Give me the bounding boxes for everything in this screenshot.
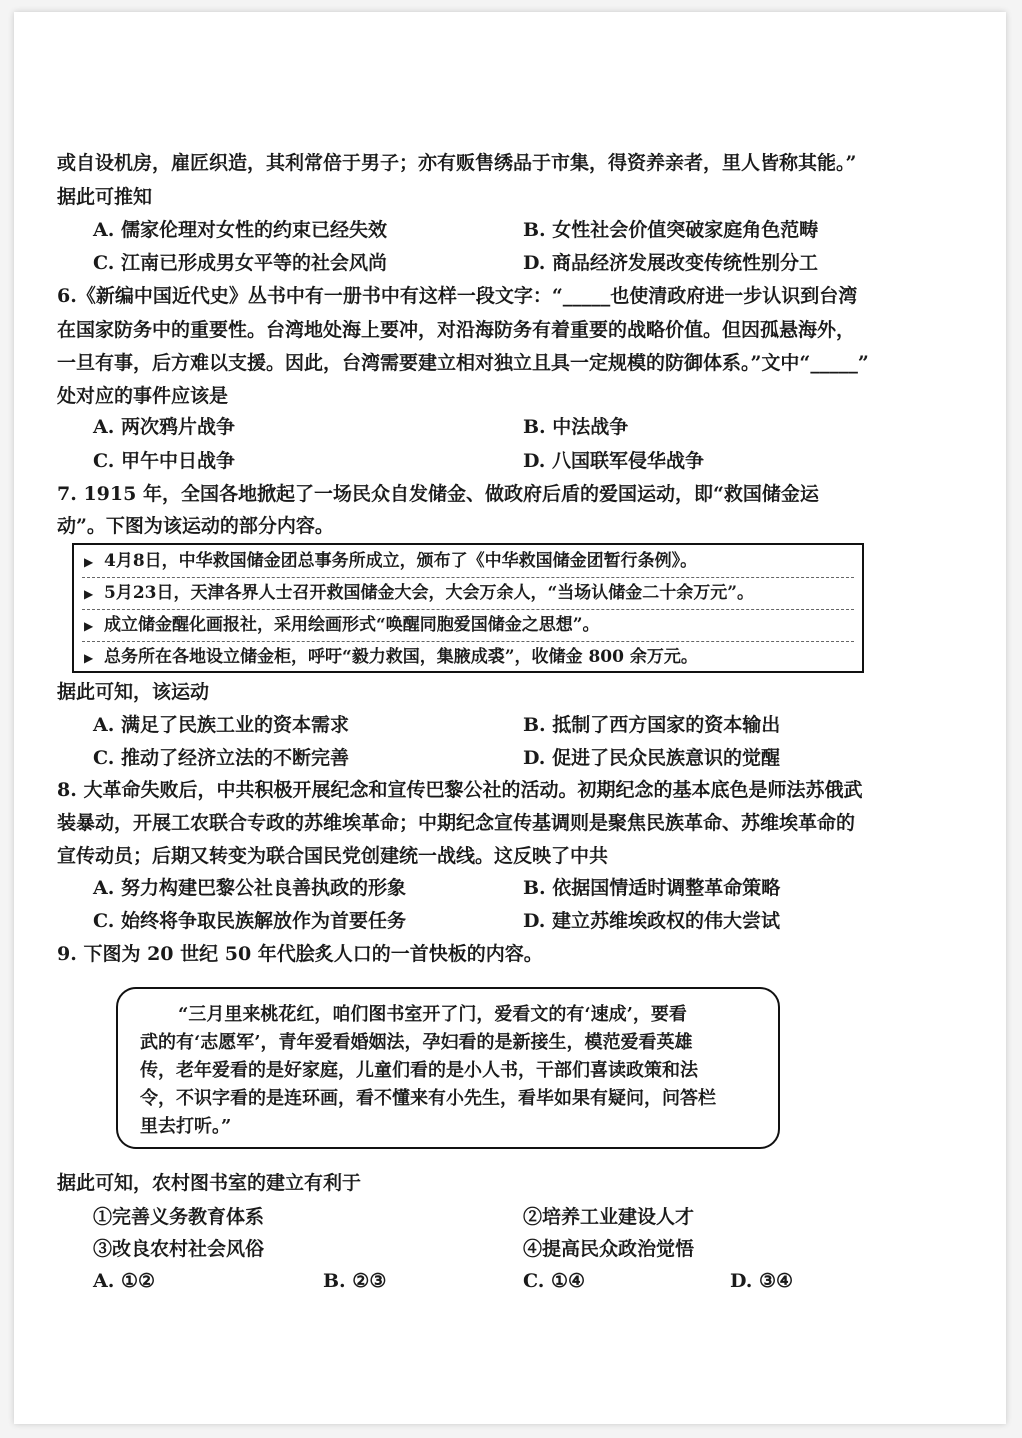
q8-option-a[interactable]: A. 努力构建巴黎公社良善执政的形象: [93, 877, 406, 899]
q8-stem: 宣传动员；后期又转变为联合国民党创建统一战线。这反映了中共: [57, 845, 609, 867]
q9-box-line: 传，老年爱看的是好家庭，儿童们看的是小人书，干部们喜读政策和法: [140, 1060, 698, 1081]
q7-text-line: 7. 1915 年，全国各地掀起了一场民众自发储金、做政府后盾的爱国运动，即“救国储金运: [57, 483, 819, 505]
q5-option-b[interactable]: B. 女性社会价值突破家庭角色范畴: [523, 219, 819, 241]
triangle-bullet-icon: ▶: [84, 650, 94, 665]
q5-option-c[interactable]: C. 江南已形成男女平等的社会风尚: [93, 252, 388, 274]
q9-item-3: ③改良农村社会风俗: [93, 1238, 265, 1260]
q9-option-c[interactable]: C. ①④: [523, 1270, 586, 1292]
q6-text-line: 一旦有事，后方难以支援。因此，台湾需要建立相对独立且具一定规模的防御体系。”文中“_____”: [57, 352, 869, 374]
q7-box-row: ▶ 成立储金醒化画报社，采用绘画形式“唤醒同胞爱国储金之思想”。: [84, 609, 854, 641]
q6-option-d[interactable]: D. 八国联军侵华战争: [523, 450, 705, 472]
q6-stem: 处对应的事件应该是: [57, 385, 229, 407]
q9-box-line: 令，不识字看的是连环画，看不懂来有小先生，看毕如果有疑问，问答栏: [140, 1088, 716, 1109]
q5-text-line: 或自设机房，雇匠织造，其利常倍于男子；亦有贩售绣品于市集，得资养亲者，里人皆称其能。”: [57, 152, 857, 174]
q6-option-c[interactable]: C. 甲午中日战争: [93, 450, 236, 472]
q5-option-d[interactable]: D. 商品经济发展改变传统性别分工: [523, 252, 819, 274]
q6-text-line: 在国家防务中的重要性。台湾地处海上要冲，对沿海防务有着重要的战略价值。但因孤悬海外，: [57, 319, 856, 341]
q9-item-2: ②培养工业建设人才: [523, 1206, 695, 1228]
q7-material-box: [72, 543, 864, 673]
q9-option-a[interactable]: A. ①②: [93, 1270, 156, 1292]
q7-box-row: ▶ 4月8日，中华救国储金团总事务所成立，颁布了《中华救国储金团暂行条例》。: [84, 545, 854, 577]
q8-text-line: 8. 大革命失败后，中共积极开展纪念和宣传巴黎公社的活动。初期纪念的基本底色是师法苏俄武: [57, 779, 863, 801]
q9-box-line: 里去打听。”: [140, 1116, 232, 1137]
q7-option-b[interactable]: B. 抵制了西方国家的资本输出: [523, 714, 781, 736]
q7-box-row: ▶ 总务所在各地设立储金柜，呼吁“毅力救国，集腋成裘”，收储金 800 余万元。: [84, 641, 854, 673]
q9-item-4: ④提高民众政治觉悟: [523, 1238, 695, 1260]
q9-item-1: ①完善义务教育体系: [93, 1206, 265, 1228]
q9-option-d[interactable]: D. ③④: [730, 1270, 794, 1292]
q5-stem: 据此可推知: [57, 186, 153, 208]
q7-box-row: ▶ 5月23日，天津各界人士召开救国储金大会，大会万余人，“当场认储金二十余万元”。: [84, 577, 854, 609]
q9-box-line: 武的有‘志愿军’，青年爱看婚姻法，孕妇看的是新接生，模范爱看英雄: [140, 1032, 693, 1053]
q7-option-a[interactable]: A. 满足了民族工业的资本需求: [93, 714, 349, 736]
q8-option-b[interactable]: B. 依据国情适时调整革命策略: [523, 877, 781, 899]
q9-text-line: 9. 下图为 20 世纪 50 年代脍炙人口的一首快板的内容。: [57, 943, 543, 965]
q6-option-b[interactable]: B. 中法战争: [523, 416, 629, 438]
q9-option-b[interactable]: B. ②③: [323, 1270, 387, 1292]
q6-option-a[interactable]: A. 两次鸦片战争: [93, 416, 235, 438]
q7-option-c[interactable]: C. 推动了经济立法的不断完善: [93, 747, 350, 769]
q8-text-line: 装暴动，开展工农联合专政的苏维埃革命；中期纪念宣传基调则是聚焦民族革命、苏维埃革命的: [57, 812, 856, 834]
triangle-bullet-icon: ▶: [84, 618, 94, 633]
q6-text-line: 6.《新编中国近代史》丛书中有一册书中有这样一段文字：“_____也使清政府进一步认识到台湾: [57, 285, 858, 307]
q9-box-line: “三月里来桃花红，咱们图书室开了门，爱看文的有‘速成’，要看: [178, 1004, 687, 1025]
q8-option-d[interactable]: D. 建立苏维埃政权的伟大尝试: [523, 910, 781, 932]
q8-option-c[interactable]: C. 始终将争取民族解放作为首要任务: [93, 910, 407, 932]
triangle-bullet-icon: ▶: [84, 554, 94, 569]
q7-text-line: 动”。下图为该运动的部分内容。: [57, 515, 334, 537]
q7-option-d[interactable]: D. 促进了民众民族意识的觉醒: [523, 747, 781, 769]
q7-stem: 据此可知，该运动: [57, 681, 210, 703]
triangle-bullet-icon: ▶: [84, 586, 94, 601]
q9-material-box: [116, 987, 780, 1149]
q9-stem: 据此可知，农村图书室的建立有利于: [57, 1172, 362, 1194]
q5-option-a[interactable]: A. 儒家伦理对女性的约束已经失效: [93, 219, 387, 241]
